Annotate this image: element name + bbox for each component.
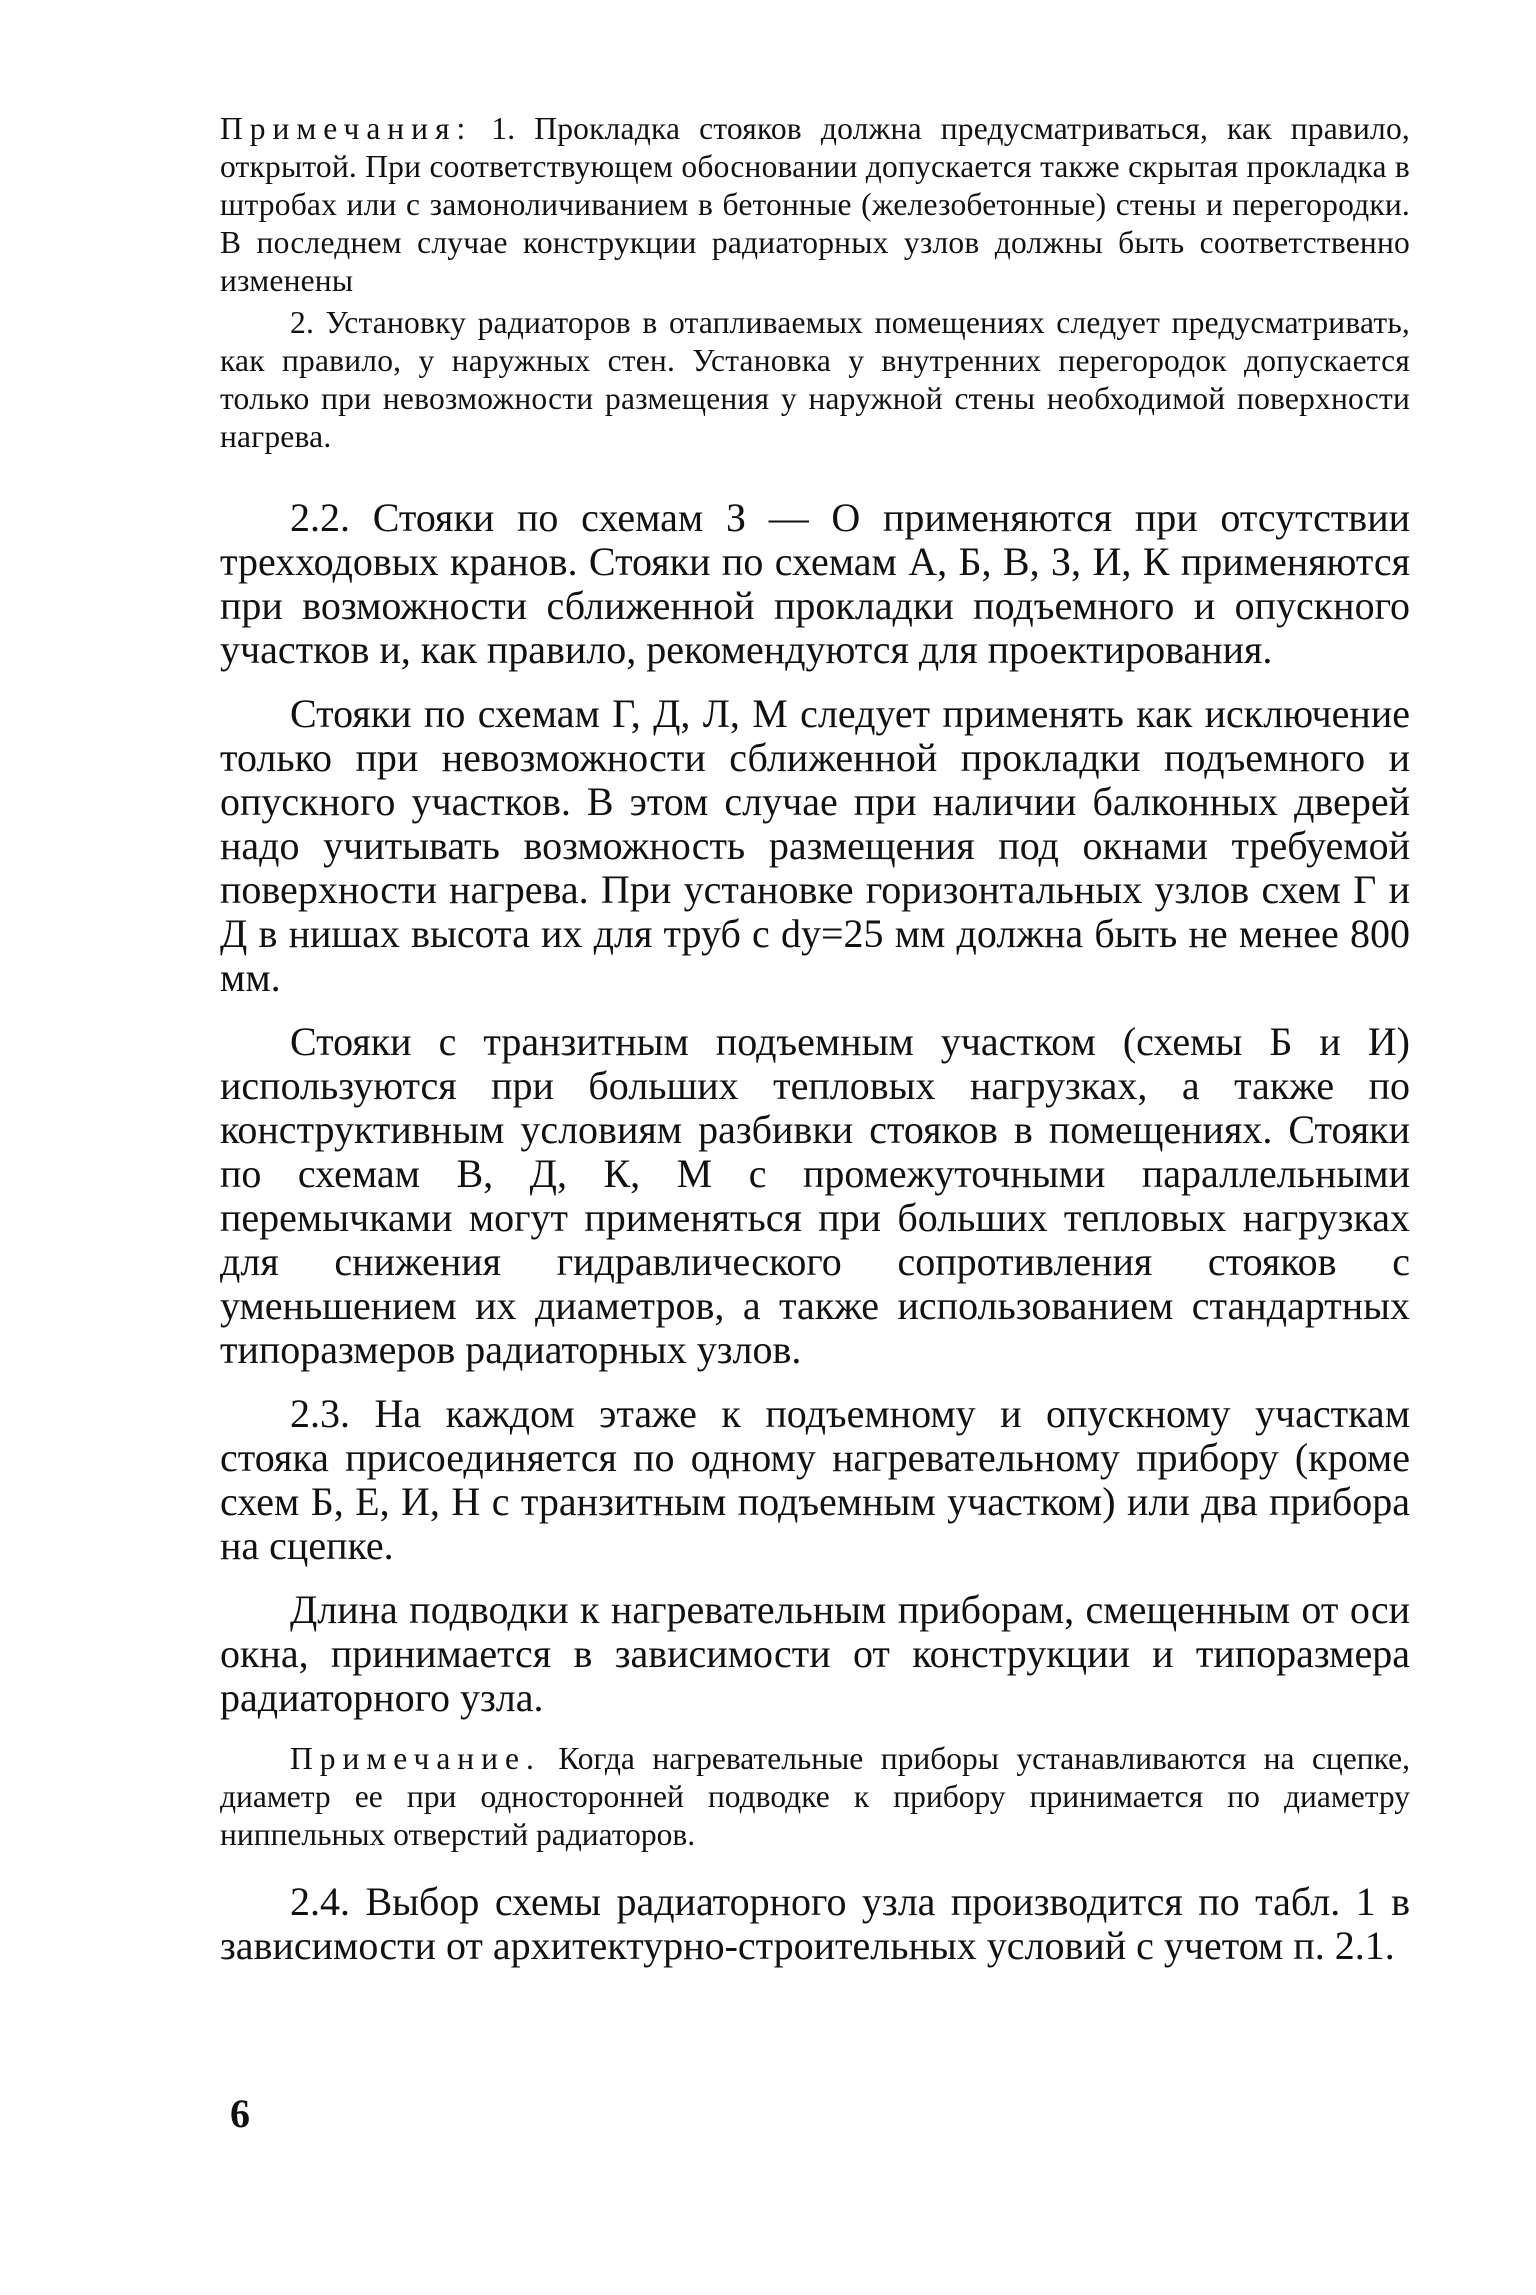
paragraph-2-2: 2.2. Стояки по схемам З — О применяются при отсутствии трехходовых кранов. Стояки по схемам А, Б, В, З, И, К применяются при возможности сближенной прокладки подъемного и опускного участков и, как правило, рекомендуются для проектирования. — [220, 495, 1410, 672]
note-mid-label: Примечание. — [290, 1741, 541, 1776]
note-item-2: 2. Установку радиаторов в отапливаемых помещениях следует предусматривать, как правило, у наружных стен. Установка у внутренних перегородок допускается только при невозможности размещения у наружной стены необходимой поверхности нагрева. — [220, 305, 1410, 454]
body-text — [220, 496, 1410, 1720]
note-item-1 — [220, 110, 1410, 300]
paragraph-2-4: 2.4. Выбор схемы радиаторного узла производится по табл. 1 в зависимости от архитектурно-строительных условий с учетом п. 2.1. — [220, 1879, 1410, 1968]
notes-block — [220, 110, 1410, 456]
notes-label: Примечания: — [220, 111, 473, 146]
note-mid — [220, 1740, 1410, 1854]
paragraph-connection-length: Длина подводки к нагревательным приборам, смещенным от оси окна, принимается в зависимости от конструкции и типоразмера радиаторного узла. — [220, 1587, 1410, 1720]
note-item-1-text: 1. Прокладка стояков должна предусматриваться, как правило, открытой. При соответствующем обосновании допускается также скрытая прокладка в штробах или с замоноличиванием в бетонные (железобетонные) стены и перегородки. В последнем случае конструкции радиаторных узлов должны быть соответственно изменены — [220, 111, 1410, 298]
paragraph-2-3: 2.3. На каждом этаже к подъемному и опускному участкам стояка присоединяется по одному нагревательному прибору (кроме схем Б, Е, И, Н с транзитным подъемным участком) или два прибора на сцепке. — [220, 1391, 1410, 1568]
paragraph-schemes-g-d: Стояки по схемам Г, Д, Л, М следует применять как исключение только при невозможности сближенной прокладки подъемного и опускного участков. В этом случае при наличии балконных дверей надо учитывать возможность размещения под окнами требуемой поверхности нагрева. При установке горизонтальных узлов схем Г и Д в нишах высота их для труб с dу=25 мм должна быть не менее 800 мм. — [220, 691, 1410, 1000]
body-text-end — [220, 1880, 1410, 1968]
note-mid-text: Когда нагревательные приборы устанавливаются на сцепке, диаметр ее при односторонней подводке к прибору принимается по диаметру ниппельных отверстий радиаторов. — [220, 1741, 1411, 1852]
page-number: 6 — [230, 2091, 250, 2136]
page-content — [220, 110, 1410, 1988]
paragraph-transit: Стояки с транзитным подъемным участком (схемы Б и И) используются при больших тепловых нагрузках, а также по конструктивным условиям разбивки стояков в помещениях. Стояки по схемам В, Д, К, М с промежуточными параллельными перемычками могут применяться при больших тепловых нагрузках для снижения гидравлического сопротивления стояков с уменьшением их диаметров, а также использованием стандартных типоразмеров радиаторных узлов. — [220, 1019, 1410, 1372]
